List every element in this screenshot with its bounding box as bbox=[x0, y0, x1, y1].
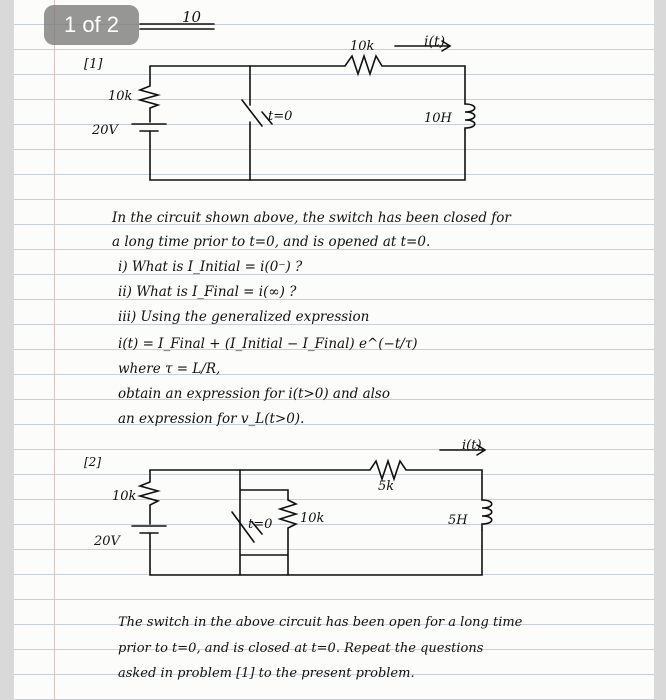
c2-switch-label: t=0 bbox=[248, 517, 273, 532]
p1-line-7: where τ = L/R, bbox=[118, 361, 221, 377]
c2-left-wire bbox=[140, 470, 158, 524]
p1-line-4: ii) What is I_Final = i(∞) ? bbox=[118, 284, 297, 300]
p1-line-5: iii) Using the generalized expression bbox=[118, 309, 370, 325]
p1-line-9: an expression for v_L(t>0). bbox=[118, 411, 305, 427]
c1-switch-label: t=0 bbox=[268, 109, 293, 124]
c2-current-label: i(t) bbox=[462, 438, 482, 453]
p1-line-6: i(t) = I_Final + (I_Initial − I_Final) e^(−t/τ) bbox=[118, 336, 418, 352]
c1-switch-lever bbox=[242, 100, 262, 126]
p2-line-3: asked in problem [1] to the present problem. bbox=[118, 666, 415, 681]
c1-inductor-label: 10H bbox=[424, 111, 452, 126]
c1-current-label: i(t) bbox=[424, 34, 446, 50]
c1-top-wire bbox=[150, 56, 465, 104]
header-page-number: 10 bbox=[182, 8, 202, 26]
p1-line-3: i) What is I_Initial = i(0⁻) ? bbox=[118, 259, 303, 275]
page-indicator-badge: 1 of 2 bbox=[44, 5, 139, 45]
c1-inductor bbox=[465, 104, 475, 130]
c2-top-wire bbox=[150, 461, 482, 500]
c1-source-label: 20V bbox=[92, 123, 118, 138]
c1-r-source-label: 10k bbox=[108, 89, 133, 104]
c2-r-source-label: 10k bbox=[112, 489, 137, 504]
p1-line-8: obtain an expression for i(t>0) and also bbox=[118, 386, 390, 402]
c2-source-label: 20V bbox=[94, 534, 120, 549]
p1-number: [1] bbox=[84, 57, 103, 72]
p2-line-1: The switch in the above circuit has been open for a long time bbox=[118, 615, 523, 630]
c2-inductor bbox=[482, 500, 492, 530]
c2-r-top-label: 5k bbox=[378, 479, 395, 494]
p2-line-2: prior to t=0, and is closed at t=0. Repeat the questions bbox=[118, 641, 484, 656]
p1-line-2: a long time prior to t=0, and is opened at t=0. bbox=[112, 234, 431, 250]
c1-r-top-label: 10k bbox=[350, 39, 375, 54]
c1-left-wire bbox=[140, 66, 158, 122]
c2-inductor-label: 5H bbox=[448, 513, 468, 528]
p2-number: [2] bbox=[84, 455, 101, 469]
c2-r-parallel-label: 10k bbox=[300, 511, 325, 526]
p1-line-1: In the circuit shown above, the switch has been closed for bbox=[112, 210, 511, 226]
